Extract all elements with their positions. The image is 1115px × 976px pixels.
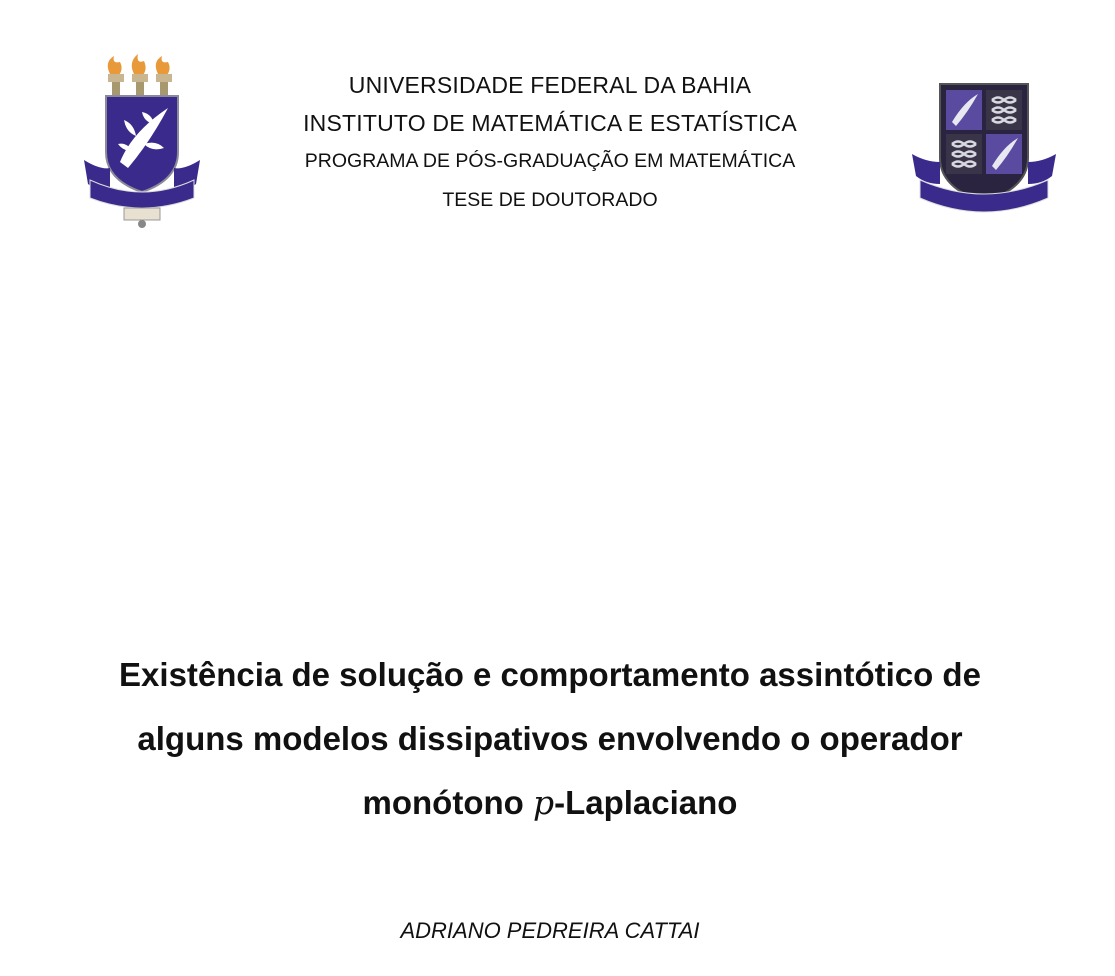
thesis-title <box>60 643 1040 835</box>
title-line-2: alguns modelos dissipativos envolvendo o operador <box>137 720 963 757</box>
program-name: PROGRAMA DE PÓS-GRADUAÇÃO EM MATEMÁTICA <box>304 150 796 172</box>
title-line-3-after: -Laplaciano <box>554 784 738 821</box>
document-type: TESE DE DOUTORADO <box>442 189 658 211</box>
title-line-1: Existência de solução e comportamento assintótico de <box>119 656 981 693</box>
university-name: UNIVERSIDADE FEDERAL DA BAHIA <box>348 72 752 98</box>
institute-name: INSTITUTO DE MATEMÁTICA E ESTATÍSTICA <box>303 110 797 136</box>
institution-header <box>250 66 850 220</box>
author-name: ADRIANO PEDREIRA CATTAI <box>400 918 700 943</box>
ufba-crest-icon <box>80 52 204 232</box>
title-line-3-before: monótono <box>362 784 533 821</box>
title-p-variable: p <box>532 783 555 822</box>
title-line-3 <box>60 771 1040 835</box>
ime-crest-icon <box>908 80 1060 220</box>
torch-flames <box>108 54 172 96</box>
